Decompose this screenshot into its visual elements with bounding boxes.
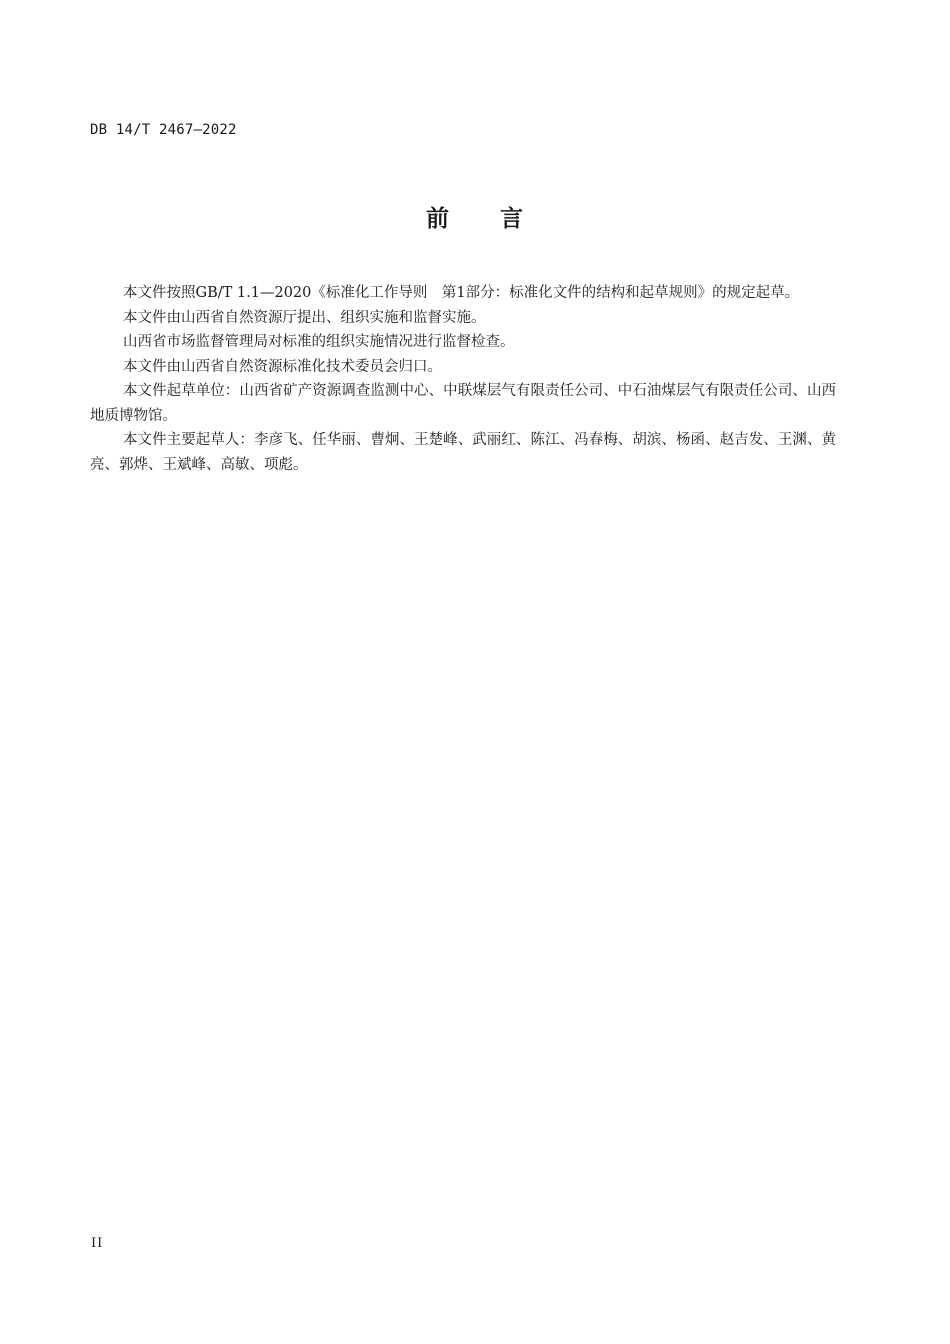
paragraph-drafters: 本文件主要起草人：李彦飞、任华丽、曹炯、王楚峰、武丽红、陈江、冯春梅、胡滨、杨函、赵吉发、王渊、黄亮、郭烨、王斌峰、高敏、项彪。 xyxy=(90,432,836,473)
page-number: II xyxy=(91,1236,104,1251)
title-char-2: 言 xyxy=(500,206,524,232)
foreword-body xyxy=(90,281,836,477)
paragraph-supervision: 山西省市场监督管理局对标准的组织实施情况进行监督检查。 xyxy=(123,334,515,350)
paragraph-proposer: 本文件由山西省自然资源厅提出、组织实施和监督实施。 xyxy=(123,309,486,326)
document-code: DB 14/T 2467—2022 xyxy=(90,122,237,138)
page-title xyxy=(0,200,950,233)
paragraph-drafting-units: 本文件起草单位：山西省矿产资源调查监测中心、中联煤层气有限责任公司、中石油煤层气有限责任公司、山西地质博物馆。 xyxy=(90,383,836,424)
title-char-1: 前 xyxy=(426,206,450,232)
paragraph-drafting-rules: 本文件按照GB/T 1.1—2020《标准化工作导则 第1部分：标准化文件的结构和起草规则》的规定起草。 xyxy=(123,285,800,301)
paragraph-committee: 本文件由山西省自然资源标准化技术委员会归口。 xyxy=(123,358,442,375)
